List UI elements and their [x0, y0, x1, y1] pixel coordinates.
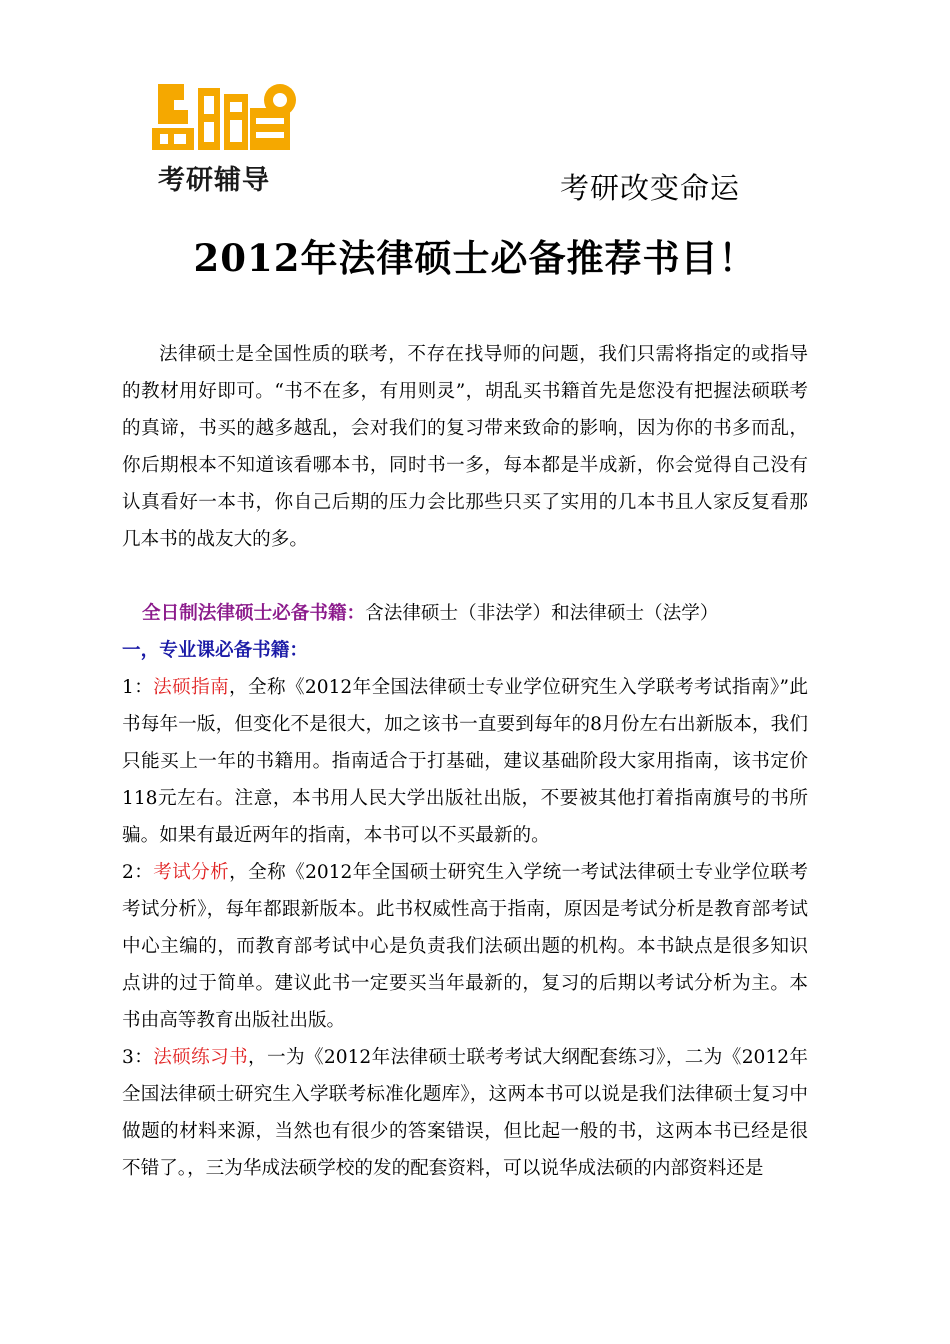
sub-heading: 一，专业课必备书籍：	[122, 640, 308, 661]
logo	[150, 78, 310, 198]
section-heading: 全日制法律硕士必备书籍：	[142, 603, 366, 624]
document-title: 2012年法律硕士必备推荐书目！	[193, 236, 757, 280]
book-name: 法硕练习书	[153, 1047, 249, 1068]
item-text: ，全称《2012年全国硕士研究生入学统一考试法律硕士专业学位联考考试分析》，每年都跟新版本。此书权威性高于指南，原因是考试分析是教育部考试中心主编的，而教育部考试中心是负责我们法硕出题的机构。本书缺点是很多知识点讲的过于简单。建议此书一定要买当年最新的，复习的后期以考试分析为主。本书由高等教育出版社出版。	[122, 862, 808, 1031]
list-item	[122, 854, 808, 1039]
item-number: 1：	[122, 677, 154, 698]
intro-paragraph: 法律硕士是全国性质的联考，不存在找导师的问题，我们只需将指定的或指导的教材用好即可。“书不在多，有用则灵”，胡乱买书籍首先是您没有把握法硕联考的真谛，书买的越多越乱，会对我们的复习带来致命的影响，因为你的书多而乱，你后期根本不知道该看哪本书，同时书一多，每本都是半成新，你会觉得自己没有认真看好一本书，你自己后期的压力会比那些只买了实用的几本书且人家反复看那几本书的战友大的多。	[122, 344, 808, 550]
item-text: ，一为《2012年法律硕士联考考试大纲配套练习》，二为《2012年全国法律硕士研究生入学联考标准化题库》，这两本书可以说是我们法律硕士复习中做题的材料来源，当然也有很少的答案错误，但比起一般的书，这两本书已经是很不错了。，三为华成法硕学校的发的配套资料，可以说华成法硕的内部资料还是	[122, 1047, 808, 1179]
item-number: 2：	[122, 862, 154, 883]
section-heading-note: 含法律硕士（非法学）和法律硕士（法学）	[365, 603, 719, 624]
section-heading-line	[122, 595, 822, 632]
list-item	[122, 1039, 808, 1187]
item-number: 3：	[122, 1047, 154, 1068]
logo-text: 考研辅导	[158, 165, 270, 196]
book-list	[122, 669, 808, 1187]
book-name: 考试分析	[153, 862, 230, 883]
slogan: 考研改变命运	[560, 171, 741, 205]
book-name: 法硕指南	[153, 677, 230, 698]
item-text: ，全称《2012年全国法律硕士专业学位研究生入学联考考试指南》”此书每年一版，但变化不是很大，加之该书一直要到每年的8月份左右出新版本，我们只能买上一年的书籍用。指南适合于打基础，建议基础阶段大家用指南，该书定价118元左右。注意，本书用人民大学出版社出版，不要被其他打着指南旗号的书所骗。如果有最近两年的指南，本书可以不买最新的。	[122, 677, 808, 846]
list-item	[122, 669, 808, 854]
